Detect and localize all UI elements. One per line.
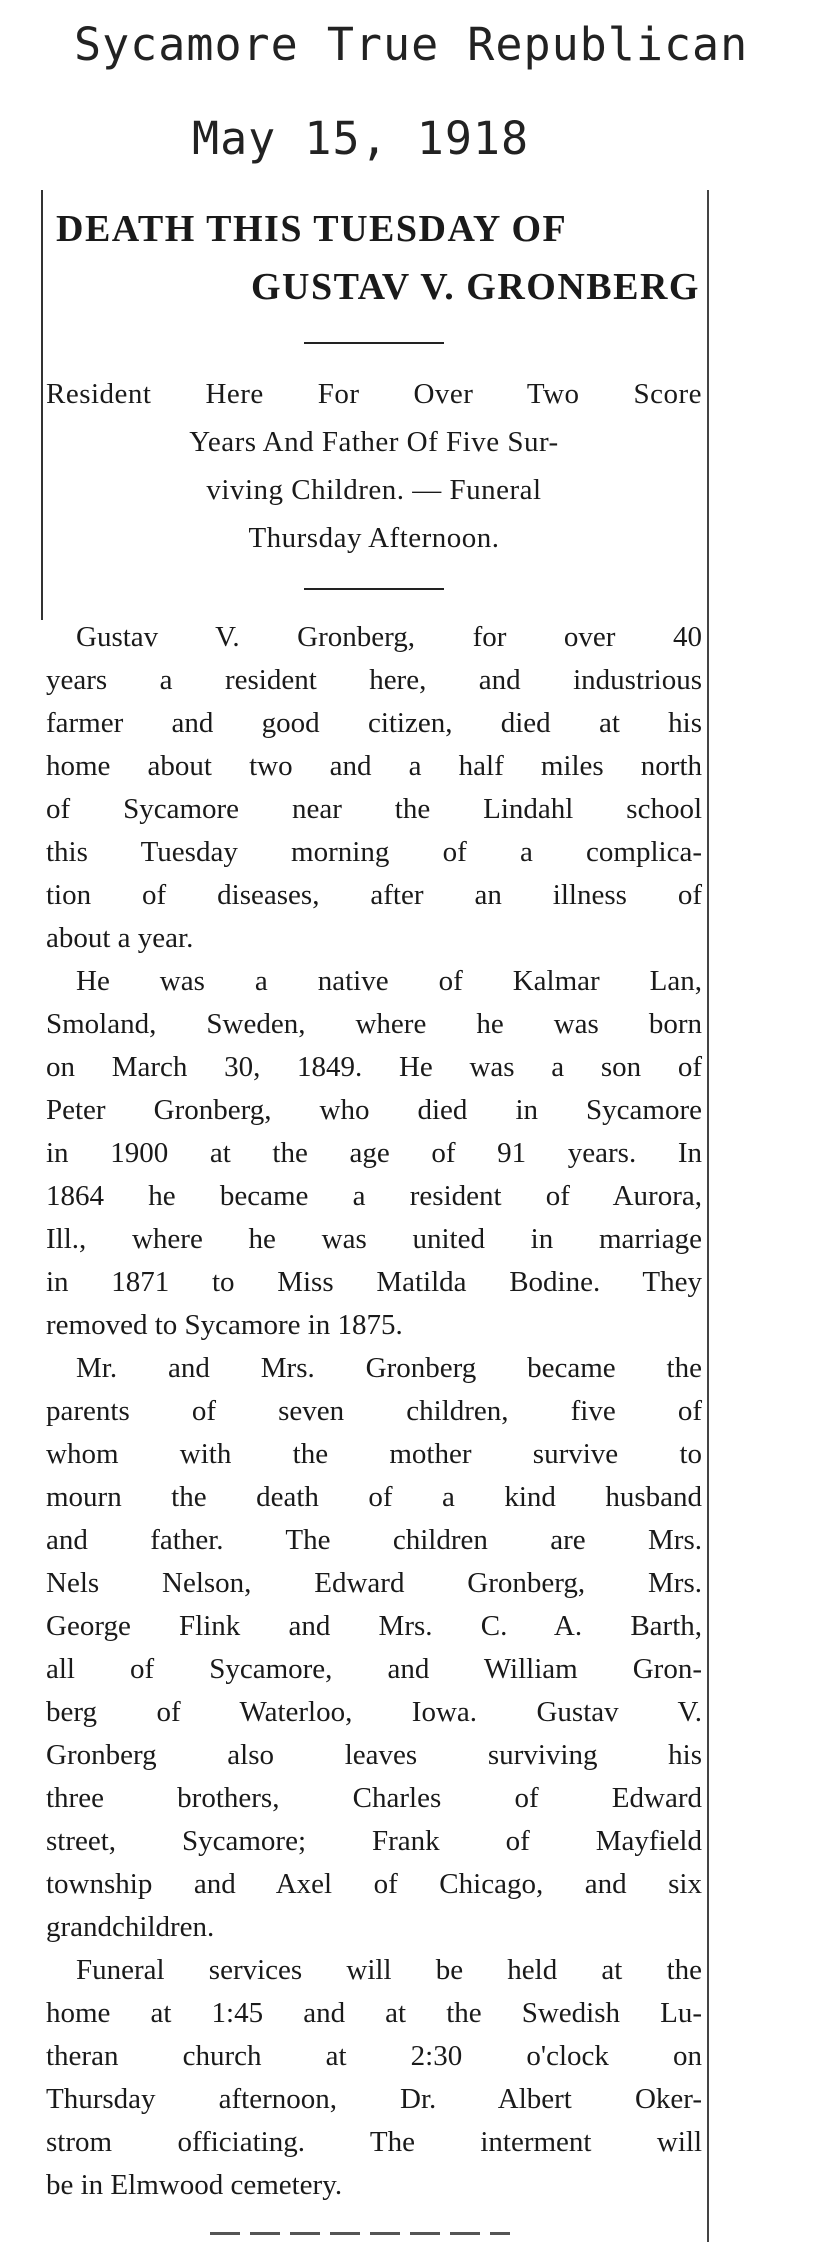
publication-date: May 15, 1918: [192, 112, 530, 165]
text-line: Smoland, Sweden, where he was born: [46, 1008, 702, 1040]
paragraph-biography: [46, 960, 702, 1347]
text-line: George Flink and Mrs. C. A. Barth,: [46, 1610, 702, 1642]
article-column: [46, 200, 702, 2207]
paragraph-death: [46, 616, 702, 960]
text-line: Funeral services will be held at the: [76, 1954, 702, 1986]
headline: [46, 200, 702, 316]
text-line: street, Sycamore; Frank of Mayfield: [46, 1825, 702, 1857]
newspaper-name: Sycamore True Republican: [74, 18, 749, 71]
text-line: township and Axel of Chicago, and six: [46, 1868, 702, 1900]
text-line: theran church at 2:30 o'clock on: [46, 2040, 702, 2072]
text-line: grandchildren.: [46, 1911, 215, 1943]
text-line: all of Sycamore, and William Gron-: [46, 1653, 702, 1685]
text-line: Nels Nelson, Edward Gronberg, Mrs.: [46, 1567, 702, 1599]
text-line: farmer and good citizen, died at his: [46, 707, 702, 739]
deck-divider: [304, 588, 444, 590]
text-line: Gronberg also leaves surviving his: [46, 1739, 702, 1771]
text-line: Thursday afternoon, Dr. Albert Oker-: [46, 2083, 702, 2115]
paragraph-funeral: [46, 1949, 702, 2207]
text-line: about a year.: [46, 922, 194, 954]
text-line: of Sycamore near the Lindahl school: [46, 793, 702, 825]
headline-divider: [304, 342, 444, 344]
text-line: this Tuesday morning of a complica-: [46, 836, 702, 868]
text-line: Mr. and Mrs. Gronberg became the: [76, 1352, 702, 1384]
text-line: on March 30, 1849. He was a son of: [46, 1051, 702, 1083]
paragraph-family: [46, 1347, 702, 1949]
text-line: years a resident here, and industrious: [46, 664, 702, 696]
deck-line: viving Children. — Funeral: [206, 474, 542, 506]
column-rule-right: [707, 190, 709, 2242]
text-line: mourn the death of a kind husband: [46, 1481, 702, 1513]
text-line: and father. The children are Mrs.: [46, 1524, 702, 1556]
text-line: berg of Waterloo, Iowa. Gustav V.: [46, 1696, 702, 1728]
text-line: home at 1:45 and at the Swedish Lu-: [46, 1997, 702, 2029]
text-line: strom officiating. The interment will: [46, 2126, 702, 2158]
text-line: Gustav V. Gronberg, for over 40: [76, 621, 702, 653]
article-body: [46, 616, 702, 2207]
bottom-divider: [210, 2232, 510, 2235]
text-line: home about two and a half miles north: [46, 750, 702, 782]
text-line: three brothers, Charles of Edward: [46, 1782, 702, 1814]
text-line: whom with the mother survive to: [46, 1438, 702, 1470]
subheadline-deck: [46, 370, 702, 562]
text-line: Peter Gronberg, who died in Sycamore: [46, 1094, 702, 1126]
text-line: 1864 he became a resident of Aurora,: [46, 1180, 702, 1212]
text-line: in 1871 to Miss Matilda Bodine. They: [46, 1266, 702, 1298]
text-line: tion of diseases, after an illness of: [46, 879, 702, 911]
deck-line: Thursday Afternoon.: [248, 522, 500, 554]
deck-line: Resident Here For Over Two Score: [46, 378, 702, 410]
column-rule-left: [41, 190, 43, 620]
text-line: parents of seven children, five of: [46, 1395, 702, 1427]
text-line: in 1900 at the age of 91 years. In: [46, 1137, 702, 1169]
text-line: He was a native of Kalmar Lan,: [76, 965, 702, 997]
text-line: be in Elmwood cemetery.: [46, 2169, 343, 2201]
text-line: removed to Sycamore in 1875.: [46, 1309, 403, 1341]
headline-line-1: DEATH THIS TUESDAY OF: [56, 208, 568, 250]
headline-line-2: GUSTAV V. GRONBERG: [250, 266, 700, 308]
text-line: Ill., where he was united in marriage: [46, 1223, 702, 1255]
deck-line: Years And Father Of Five Sur-: [189, 426, 559, 458]
